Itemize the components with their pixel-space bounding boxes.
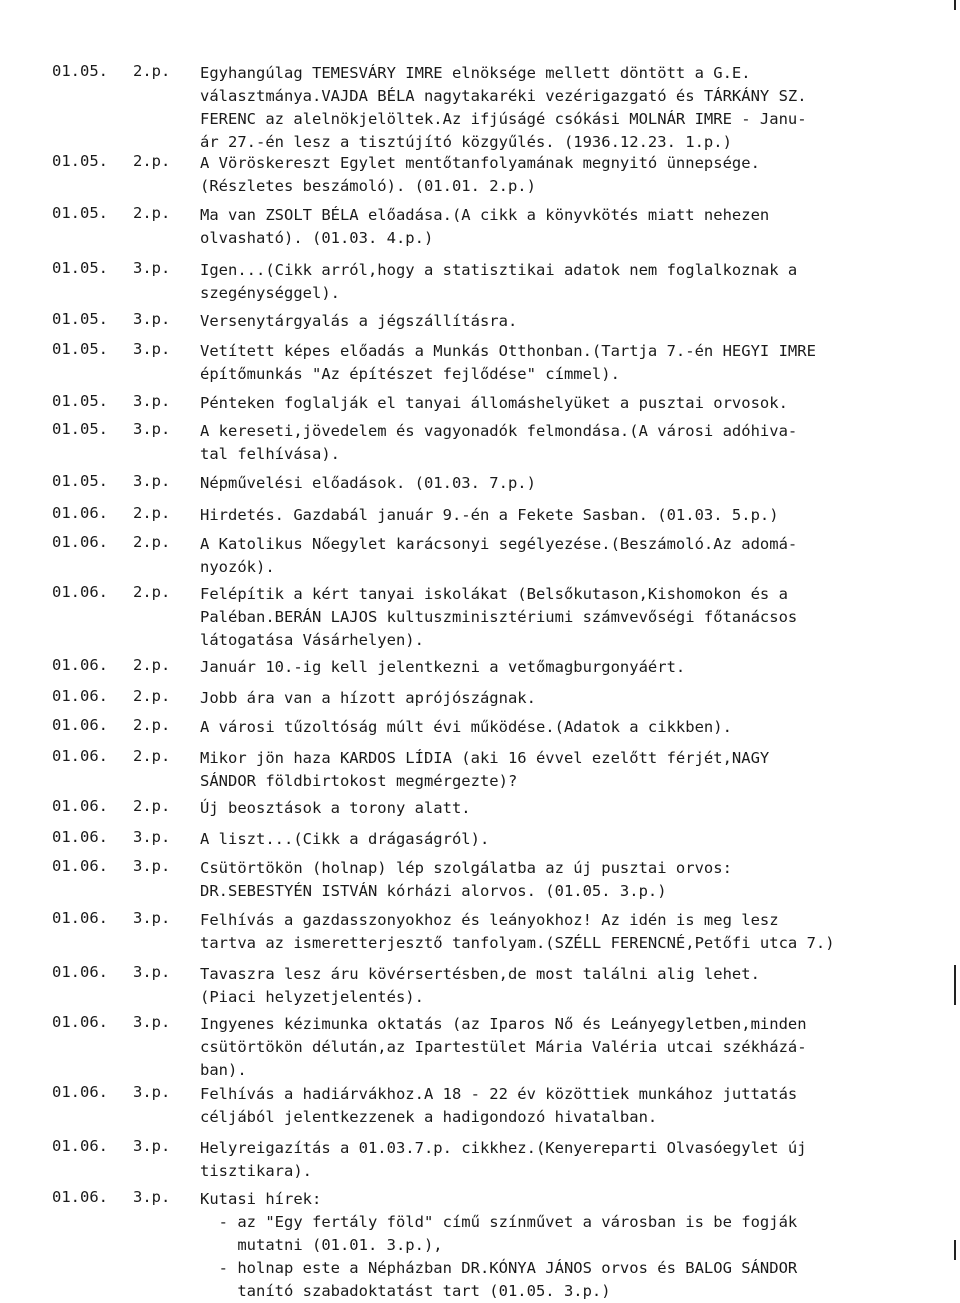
entry-text-line: Népművelési előadások. (01.03. 7.p.) [200,474,536,492]
entry-text-line: tanító szabadoktatást tart (01.05. 3.p.) [200,1282,611,1300]
entry-text [200,1083,940,1129]
entry-date: 01.06. [52,656,108,674]
entry-page-ref: 3.p. [133,259,171,277]
entry-text-line: A Vöröskereszt Egylet mentőtanfolyamának megnyitó ünnepsége. [200,154,760,172]
entry-page-ref: 3.p. [133,828,171,846]
entry-text-line: Vetített képes előadás a Munkás Otthonban.(Tartja 7.-én HEGYI IMRE [200,342,816,360]
entry-date: 01.05. [52,310,108,328]
entry-text [200,909,940,955]
entry-text-line: Jobb ára van a hízott aprójószágnak. [200,689,536,707]
entry-text [200,716,940,739]
entry-text-line: Pénteken foglalják el tanyai állomáshelyüket a pusztai orvosok. [200,394,788,412]
entry-text [200,687,940,710]
entry-date: 01.06. [52,828,108,846]
entry-text-line: Egyhangúlag TEMESVÁRY IMRE elnöksége mellett döntött a G.E. [200,64,751,82]
entry-text [200,152,940,198]
entry-text-line: Tavaszra lesz áru kövérsertésben,de most találni alig lehet. [200,965,760,983]
entry-text-line: - holnap este a Népházban DR.KÓNYA JÁNOS orvos és BALOG SÁNDOR [200,1259,798,1277]
entry-page-ref: 2.p. [133,656,171,674]
entry-date: 01.05. [52,62,108,80]
entry-page-ref: 3.p. [133,472,171,490]
entry-text-line: Igen...(Cikk arról,hogy a statisztikai adatok nem foglalkoznak a [200,261,798,279]
entry-date: 01.05. [52,204,108,222]
entry-text [200,963,940,1009]
entry-text-line: tartva az ismeretterjesztő tanfolyam.(SZÉLL FERENCNÉ,Petőfi utca 7.) [200,934,835,952]
entry-page-ref: 3.p. [133,392,171,410]
entry-text [200,747,940,793]
entry-text-line: Kutasi hírek: [200,1190,322,1208]
entry-text [200,583,940,652]
entry-text [200,62,940,154]
entry-date: 01.06. [52,1013,108,1031]
entry-text-line: választmánya.VAJDA BÉLA nagytakaréki vezérigazgató és TÁRKÁNY SZ. [200,87,807,105]
entry-text-line: (Részletes beszámoló). (01.01. 2.p.) [200,177,536,195]
entry-page-ref: 2.p. [133,747,171,765]
entry-text-line: építőmunkás "Az építészet fejlődése" címmel). [200,365,620,383]
entry-text [200,828,940,851]
entry-text-line: tisztikara). [200,1162,312,1180]
entry-date: 01.06. [52,963,108,981]
entry-text [200,504,940,527]
entry-date: 01.06. [52,1083,108,1101]
entry-page-ref: 3.p. [133,310,171,328]
entry-page-ref: 3.p. [133,1137,171,1155]
entry-text-line: Felhívás a hadiárvákhoz.A 18 - 22 év közöttiek munkához juttatás [200,1085,798,1103]
entry-text-line: Paléban.BERÁN LAJOS kultuszminisztériumi számvevőségi főtanácsos [200,608,798,626]
entry-text [200,340,940,386]
entry-text-line: Helyreigazítás a 01.03.7.p. cikkhez.(Kenyereparti Olvasóegylet új [200,1139,807,1157]
entry-page-ref: 3.p. [133,1188,171,1206]
entry-text-line: Új beosztások a torony alatt. [200,799,471,817]
entry-text-line: DR.SEBESTYÉN ISTVÁN kórházi alorvos. (01.05. 3.p.) [200,882,667,900]
entry-text [200,259,940,305]
entry-date: 01.06. [52,1188,108,1206]
entry-text-line: Ingyenes kézimunka oktatás (az Iparos Nő és Leányegyletben,minden [200,1015,807,1033]
entry-page-ref: 3.p. [133,340,171,358]
entry-text [200,420,940,466]
entry-date: 01.06. [52,687,108,705]
entry-text-line: A kereseti,jövedelem és vagyonadók felmondása.(A városi adóhiva- [200,422,798,440]
entry-text [200,533,940,579]
entry-text-line: Csütörtökön (holnap) lép szolgálatba az új pusztai orvos: [200,859,732,877]
entry-text [200,656,940,679]
entry-date: 01.05. [52,472,108,490]
entry-text-line: Felhívás a gazdasszonyokhoz és leányokhoz! Az idén is meg lesz [200,911,779,929]
entry-text-line: tal felhívása). [200,445,340,463]
entry-page-ref: 3.p. [133,1013,171,1031]
entry-date: 01.05. [52,340,108,358]
scan-edge-mark [954,0,956,10]
entry-date: 01.05. [52,152,108,170]
entry-page-ref: 2.p. [133,583,171,601]
entry-text-line: A Katolikus Nőegylet karácsonyi segélyezése.(Beszámoló.Az adomá- [200,535,798,553]
entry-text-line: látogatása Vásárhelyen). [200,631,424,649]
entry-text-line: A városi tűzoltóság múlt évi működése.(Adatok a cikkben). [200,718,732,736]
entry-date: 01.06. [52,533,108,551]
entry-text-line: - az "Egy fertály föld" című színművet a városban is be fogják [200,1213,798,1231]
entry-page-ref: 3.p. [133,420,171,438]
scan-edge-mark [954,965,956,1005]
entry-text [200,204,940,250]
entry-date: 01.06. [52,583,108,601]
entry-page-ref: 3.p. [133,1083,171,1101]
entry-text-line: csütörtökön délután,az Ipartestület Mária Valéria utcai székházá- [200,1038,807,1056]
entry-page-ref: 3.p. [133,963,171,981]
entry-text [200,797,940,820]
entry-date: 01.06. [52,747,108,765]
entry-page-ref: 2.p. [133,687,171,705]
entry-text-line: A liszt...(Cikk a drágaságról). [200,830,490,848]
entry-page-ref: 2.p. [133,533,171,551]
entry-date: 01.06. [52,1137,108,1155]
entry-page-ref: 2.p. [133,716,171,734]
entry-text-line: mutatni (01.01. 3.p.), [200,1236,443,1254]
entry-date: 01.06. [52,857,108,875]
entry-page-ref: 2.p. [133,152,171,170]
entry-text-line: FERENC az alelnökjelöltek.Az ifjúságé csókási MOLNÁR IMRE - Janu- [200,110,807,128]
entry-text [200,1013,940,1082]
entry-date: 01.05. [52,420,108,438]
entry-text-line: Felépítik a kért tanyai iskolákat (Belsőkutason,Kishomokon és a [200,585,788,603]
entry-text [200,310,940,333]
entry-page-ref: 2.p. [133,797,171,815]
entry-text [200,392,940,415]
entry-text [200,1188,940,1303]
entry-date: 01.06. [52,797,108,815]
entry-text-line: Mikor jön haza KARDOS LÍDIA (aki 16 évvel ezelőtt férjét,NAGY [200,749,770,767]
entry-date: 01.05. [52,392,108,410]
entry-text-line: ár 27.-én lesz a tisztújító közgyűlés. (1936.12.23. 1.p.) [200,133,732,151]
entry-text-line: Hirdetés. Gazdabál január 9.-én a Fekete Sasban. (01.03. 5.p.) [200,506,779,524]
entry-date: 01.05. [52,259,108,277]
entry-text-line: SÁNDOR földbirtokost megmérgezte)? [200,772,518,790]
entry-date: 01.06. [52,504,108,522]
entry-page-ref: 2.p. [133,504,171,522]
entry-text [200,472,940,495]
entry-text-line: Január 10.-ig kell jelentkezni a vetőmagburgonyáért. [200,658,686,676]
entry-text-line: céljából jelentkezzenek a hadigondozó hivatalban. [200,1108,658,1126]
entry-text-line: olvasható). (01.03. 4.p.) [200,229,434,247]
entry-text-line: ban). [200,1061,247,1079]
entry-text-line: (Piaci helyzetjelentés). [200,988,424,1006]
entry-text [200,1137,940,1183]
entry-date: 01.06. [52,716,108,734]
entry-text [200,857,940,903]
entry-page-ref: 2.p. [133,204,171,222]
entry-text-line: Versenytárgyalás a jégszállításra. [200,312,518,330]
entry-text-line: nyozók). [200,558,275,576]
entry-text-line: Ma van ZSOLT BÉLA előadása.(A cikk a könyvkötés miatt nehezen [200,206,770,224]
entry-page-ref: 3.p. [133,909,171,927]
entry-page-ref: 3.p. [133,857,171,875]
entry-text-line: szegénységgel). [200,284,340,302]
entry-date: 01.06. [52,909,108,927]
scan-edge-mark [954,1240,956,1260]
entry-page-ref: 2.p. [133,62,171,80]
